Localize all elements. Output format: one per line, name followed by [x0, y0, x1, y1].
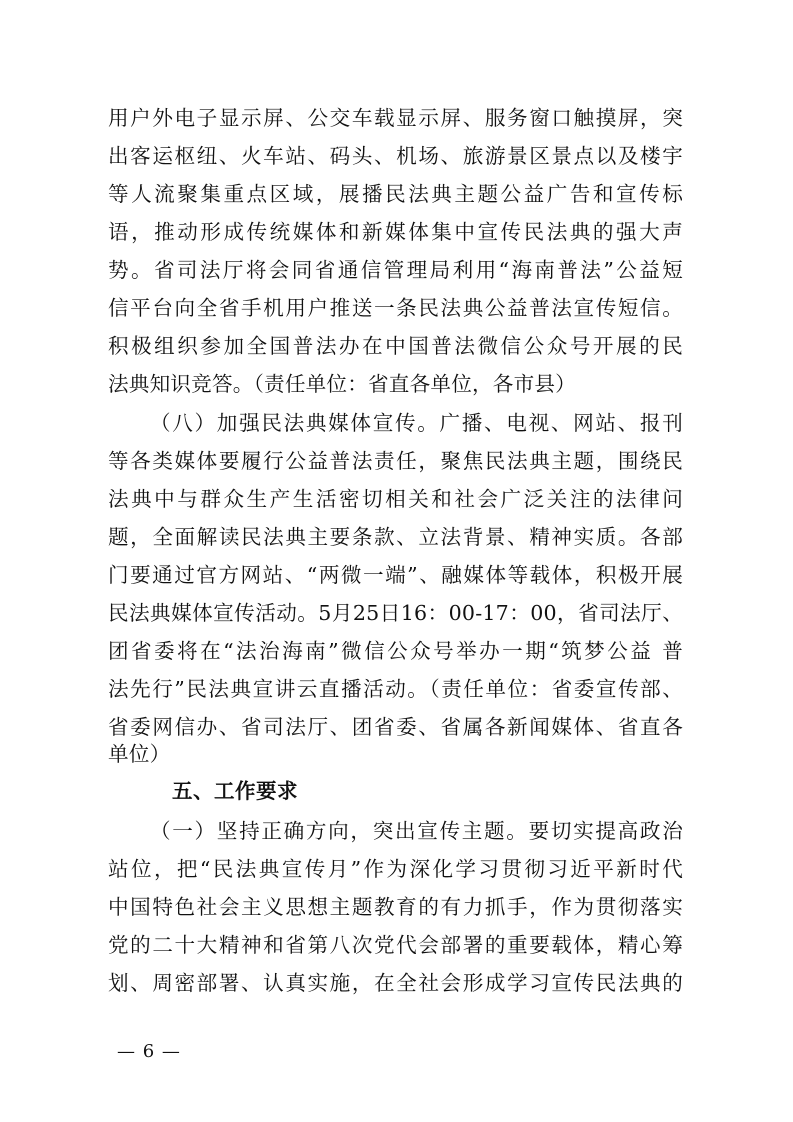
paragraph-3-line-3: 中国特色社会主义思想主题教育的有力抓手，作为贯彻落实	[108, 895, 683, 919]
paragraph-2-line-1: （八）加强民法典媒体宣传。广播、电视、网站、报刊	[150, 411, 683, 435]
paragraph-3-line-5: 划、周密部署、认真实施，在全社会形成学习宣传民法典的	[108, 971, 683, 995]
paragraph-2-line-5: 门要通过官方网站、“两微一端”、融媒体等载体，积极开展	[108, 563, 683, 587]
paragraph-2-line-2: 等各类媒体要履行公益普法责任，聚焦民法典主题，围绕民	[108, 449, 683, 473]
paragraph-1-line-8: 法典知识竞答。（责任单位：省直各单位，各市县）	[108, 372, 576, 396]
page-number: — 6 —	[117, 1041, 181, 1062]
paragraph-2-line-6: 民法典媒体宣传活动。5月25日16：00-17：00，省司法厅、	[108, 601, 683, 625]
section-heading: 五、工作要求	[172, 779, 298, 803]
paragraph-2-line-4: 题，全面解读民法典主要条款、立法背景、精神实质。各部	[108, 525, 683, 549]
paragraph-2-line-8: 法先行”民法典宣讲云直播活动。（责任单位：省委宣传部、	[108, 677, 683, 701]
paragraph-1-line-3: 等人流聚集重点区域，展播民法典主题公益广告和宣传标	[108, 182, 683, 206]
paragraph-1-line-5: 势。省司法厅将会同省通信管理局利用“海南普法”公益短	[108, 258, 683, 282]
paragraph-1-line-4: 语，推动形成传统媒体和新媒体集中宣传民法典的强大声	[108, 220, 683, 244]
paragraph-3-line-4: 党的二十大精神和省第八次党代会部署的重要载体，精心筹	[108, 933, 683, 957]
paragraph-3-line-2: 站位，把“民法典宣传月”作为深化学习贯彻习近平新时代	[108, 857, 683, 881]
paragraph-2-line-7: 团省委将在“法治海南”微信公众号举办一期“筑梦公益 普	[108, 639, 683, 663]
paragraph-1-line-6: 信平台向全省手机用户推送一条民法典公益普法宣传短信。	[108, 296, 683, 320]
paragraph-2-line-10: 单位）	[108, 742, 171, 766]
paragraph-1-line-1: 用户外电子显示屏、公交车载显示屏、服务窗口触摸屏，突	[108, 106, 683, 130]
paragraph-3-line-1: （一）坚持正确方向，突出宣传主题。要切实提高政治	[150, 819, 683, 843]
paragraph-2-line-3: 法典中与群众生产生活密切相关和社会广泛关注的法律问	[108, 487, 683, 511]
paragraph-1-line-7: 积极组织参加全国普法办在中国普法微信公众号开展的民	[108, 334, 683, 358]
paragraph-2-line-9: 省委网信办、省司法厅、团省委、省属各新闻媒体、省直各	[108, 715, 683, 739]
paragraph-1-line-2: 出客运枢纽、火车站、码头、机场、旅游景区景点以及楼宇	[108, 144, 683, 168]
